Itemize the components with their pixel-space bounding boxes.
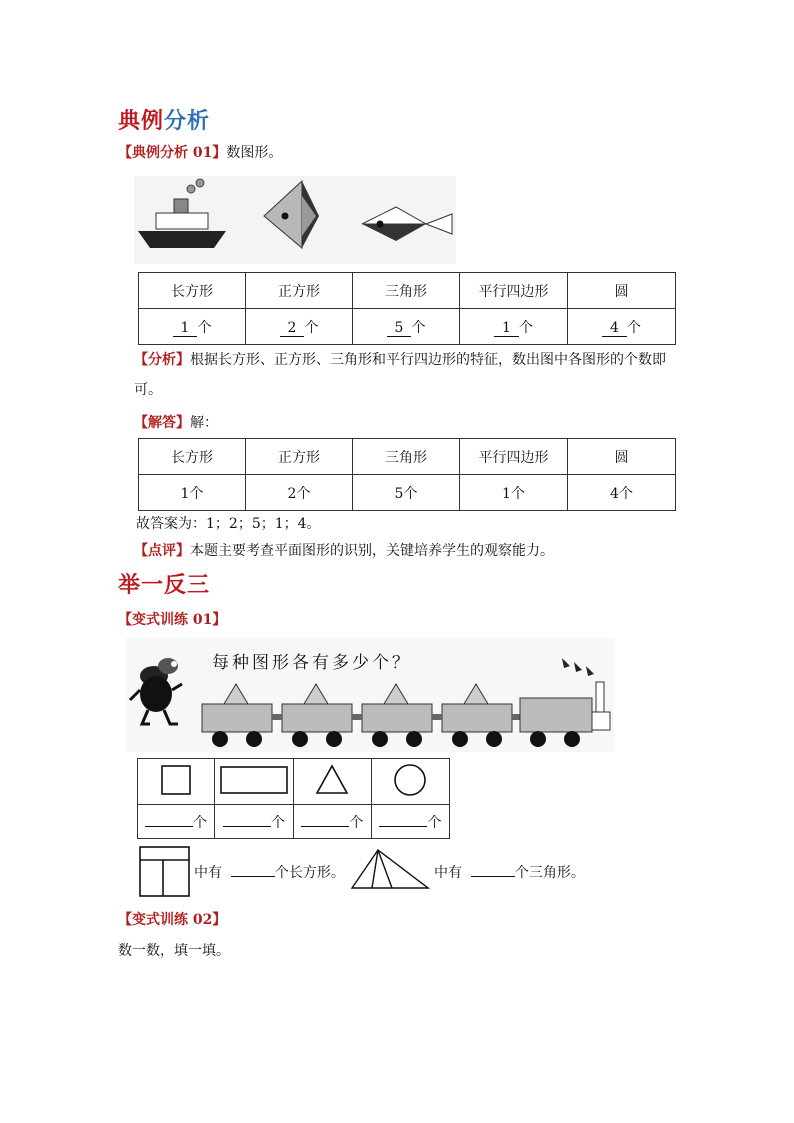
header-cell: 三角形 xyxy=(353,439,460,475)
unit-label: 个 xyxy=(518,319,533,336)
value-cell: 4个 xyxy=(567,475,675,511)
section-title-part-a: 典例 xyxy=(118,108,165,134)
variant02-tag: 【变式训练 02】 xyxy=(118,912,227,928)
answer-blank[interactable] xyxy=(471,862,515,877)
unit-label: 个 xyxy=(193,814,208,831)
answer-blank[interactable] xyxy=(379,812,427,827)
rectangle-question xyxy=(194,862,345,883)
answer-cell xyxy=(567,309,675,345)
answer-cell xyxy=(460,309,568,345)
example01-prompt: 数图形。 xyxy=(226,145,283,161)
example01-header xyxy=(118,143,282,163)
question-text: 个长方形。 xyxy=(274,865,345,881)
value-cell: 1个 xyxy=(139,475,246,511)
variant01-tag: 【变式训练 01】 xyxy=(118,612,227,628)
answer-value: 2 xyxy=(280,320,305,337)
header-cell: 平行四边形 xyxy=(460,273,568,309)
count-cell xyxy=(138,805,215,839)
unit-label: 个 xyxy=(626,319,641,336)
answer-value: 1 xyxy=(173,320,198,337)
analysis-line-2: 可。 xyxy=(134,382,162,398)
answer-value: 5 xyxy=(387,320,412,337)
divided-triangle-figure xyxy=(350,848,430,890)
unit-label: 个 xyxy=(270,814,285,831)
variant02-prompt: 数一数，填一填。 xyxy=(118,943,230,959)
header-cell: 长方形 xyxy=(139,439,246,475)
square-shape-icon xyxy=(156,760,196,800)
header-cell: 正方形 xyxy=(246,439,353,475)
variant01-header xyxy=(118,610,226,630)
unit-label: 个 xyxy=(427,814,442,831)
example01-answer-table xyxy=(138,272,676,345)
example01-tag: 【典例分析 01】 xyxy=(118,145,227,161)
triangle-shape-icon xyxy=(312,760,352,800)
analysis-text: 根据长方形、正方形、三角形和平行四边形的特征，数出图中各图形的个数即 xyxy=(190,352,666,368)
section-title-example xyxy=(118,104,210,135)
answer-blank[interactable] xyxy=(231,862,275,877)
solution-table xyxy=(138,438,676,511)
header-cell: 三角形 xyxy=(353,273,460,309)
unit-label: 个 xyxy=(349,814,364,831)
final-answer: 故答案为：1；2；5；1；4。 xyxy=(136,516,321,532)
analysis-line-1 xyxy=(134,350,666,370)
answer-cell xyxy=(353,309,460,345)
shape-cell xyxy=(138,759,215,805)
unit-label: 个 xyxy=(304,319,319,336)
triangle-question xyxy=(434,862,585,883)
answer-value: 4 xyxy=(602,320,627,337)
shapes-figure xyxy=(134,176,456,264)
section-title-part-b: 分析 xyxy=(164,108,211,134)
comment-tag: 【点评】 xyxy=(134,543,190,559)
answer-blank[interactable] xyxy=(301,812,349,827)
answer-cell xyxy=(246,309,353,345)
solution-tag: 【解答】 xyxy=(134,415,190,431)
value-cell: 5个 xyxy=(353,475,460,511)
section-title-practice: 举一反三 xyxy=(118,572,211,598)
comment-line xyxy=(134,541,554,561)
circle-shape-icon xyxy=(390,760,430,800)
shape-count-table xyxy=(137,758,450,839)
unit-label: 个 xyxy=(411,319,426,336)
solution-text: 解： xyxy=(190,415,218,431)
header-cell: 正方形 xyxy=(246,273,353,309)
question-text: 中有 xyxy=(194,865,222,881)
shape-cell xyxy=(371,759,449,805)
value-cell: 1个 xyxy=(460,475,568,511)
answer-value: 1 xyxy=(494,320,519,337)
comment-text: 本题主要考查平面图形的识别，关键培养学生的观察能力。 xyxy=(190,543,554,559)
question-text: 中有 xyxy=(434,865,462,881)
solution-header xyxy=(134,413,218,433)
shape-cell xyxy=(215,759,294,805)
header-cell: 圆 xyxy=(567,439,675,475)
count-cell xyxy=(215,805,294,839)
header-cell: 长方形 xyxy=(139,273,246,309)
count-cell xyxy=(371,805,449,839)
count-cell xyxy=(293,805,371,839)
variant02-header xyxy=(118,910,226,930)
rectangle-shape-icon xyxy=(219,760,289,800)
divided-rectangle-figure xyxy=(139,846,191,898)
header-cell: 平行四边形 xyxy=(460,439,568,475)
answer-cell xyxy=(139,309,246,345)
shape-cell xyxy=(293,759,371,805)
value-cell: 2个 xyxy=(246,475,353,511)
question-text: 个三角形。 xyxy=(514,865,585,881)
header-cell: 圆 xyxy=(567,273,675,309)
answer-blank[interactable] xyxy=(223,812,271,827)
speech-bubble-text: 每种图形各有多少个？ xyxy=(212,653,412,673)
analysis-tag: 【分析】 xyxy=(134,352,190,368)
answer-blank[interactable] xyxy=(145,812,193,827)
unit-label: 个 xyxy=(197,319,212,336)
